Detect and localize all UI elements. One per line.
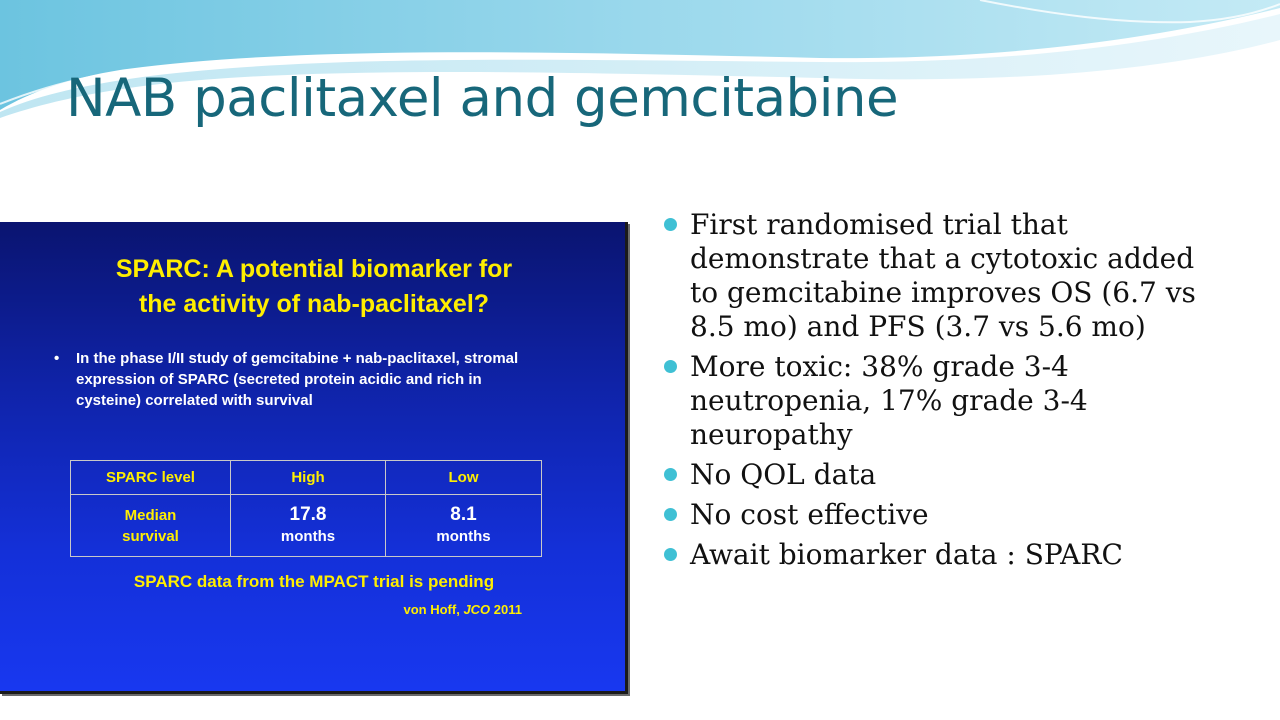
- table-cell-low: [386, 495, 542, 557]
- bullet-text: More toxic: 38% grade 3-4 neutropenia, 17% grade 3-4 neuropathy: [690, 350, 1088, 451]
- list-item: [664, 498, 1224, 532]
- list-item: [664, 350, 1224, 452]
- cell-unit: months: [436, 527, 491, 545]
- table-header-cell: SPARC level: [71, 461, 231, 495]
- bullet-dot-icon: [664, 218, 677, 231]
- inset-bullet-dot: •: [54, 350, 60, 367]
- bullet-text: Await biomarker data : SPARC: [690, 538, 1123, 571]
- cell-unit: months: [280, 527, 336, 545]
- sparc-inset-image: [0, 222, 628, 694]
- bullet-dot-icon: [664, 548, 677, 561]
- table-row: [71, 495, 542, 557]
- inset-title: [0, 252, 628, 322]
- citation-journal: JCO: [463, 602, 491, 617]
- inset-bullet-text: In the phase I/II study of gemcitabine + nab-paclitaxel, stromal expression of SPARC (secreted protein acidic and rich in cysteine) correlated with survival: [76, 350, 519, 409]
- inset-title-line-2: the activity of nab-paclitaxel?: [138, 290, 490, 318]
- slide-title: NAB paclitaxel and gemcitabine: [66, 68, 899, 129]
- bullet-list: [664, 208, 1224, 578]
- cell-value: 17.8: [289, 503, 327, 525]
- list-item: [664, 458, 1224, 492]
- citation: [404, 602, 523, 617]
- table-header-cell: Low: [386, 461, 542, 495]
- cell-value: 8.1: [450, 503, 477, 525]
- sparc-survival-table: [70, 460, 542, 557]
- inset-title-line-1: SPARC: A potential biomarker for: [115, 255, 513, 283]
- table-header-row: [71, 461, 542, 495]
- row-label-line-2: survival: [122, 527, 179, 545]
- bullet-text: First randomised trial that demonstrate that a cytotoxic added to gemcitabine improves OS (6.7 vs 8.5 mo) and PFS (3.7 vs 5.6 mo): [690, 208, 1196, 343]
- bullet-dot-icon: [664, 508, 677, 521]
- list-item: [664, 538, 1224, 572]
- bullet-text: No QOL data: [690, 458, 877, 491]
- bullet-dot-icon: [664, 468, 677, 481]
- bullet-text: No cost effective: [690, 498, 929, 531]
- table-header-cell: High: [231, 461, 386, 495]
- table-row-label: [71, 495, 231, 557]
- bullet-dot-icon: [664, 360, 677, 373]
- citation-year: 2011: [490, 602, 522, 617]
- table-cell-high: [231, 495, 386, 557]
- pending-note: SPARC data from the MPACT trial is pending: [133, 572, 495, 591]
- row-label-line-1: Median: [124, 506, 177, 524]
- list-item: [664, 208, 1224, 344]
- inset-bullet: [54, 348, 524, 411]
- citation-author: von Hoff,: [403, 602, 464, 617]
